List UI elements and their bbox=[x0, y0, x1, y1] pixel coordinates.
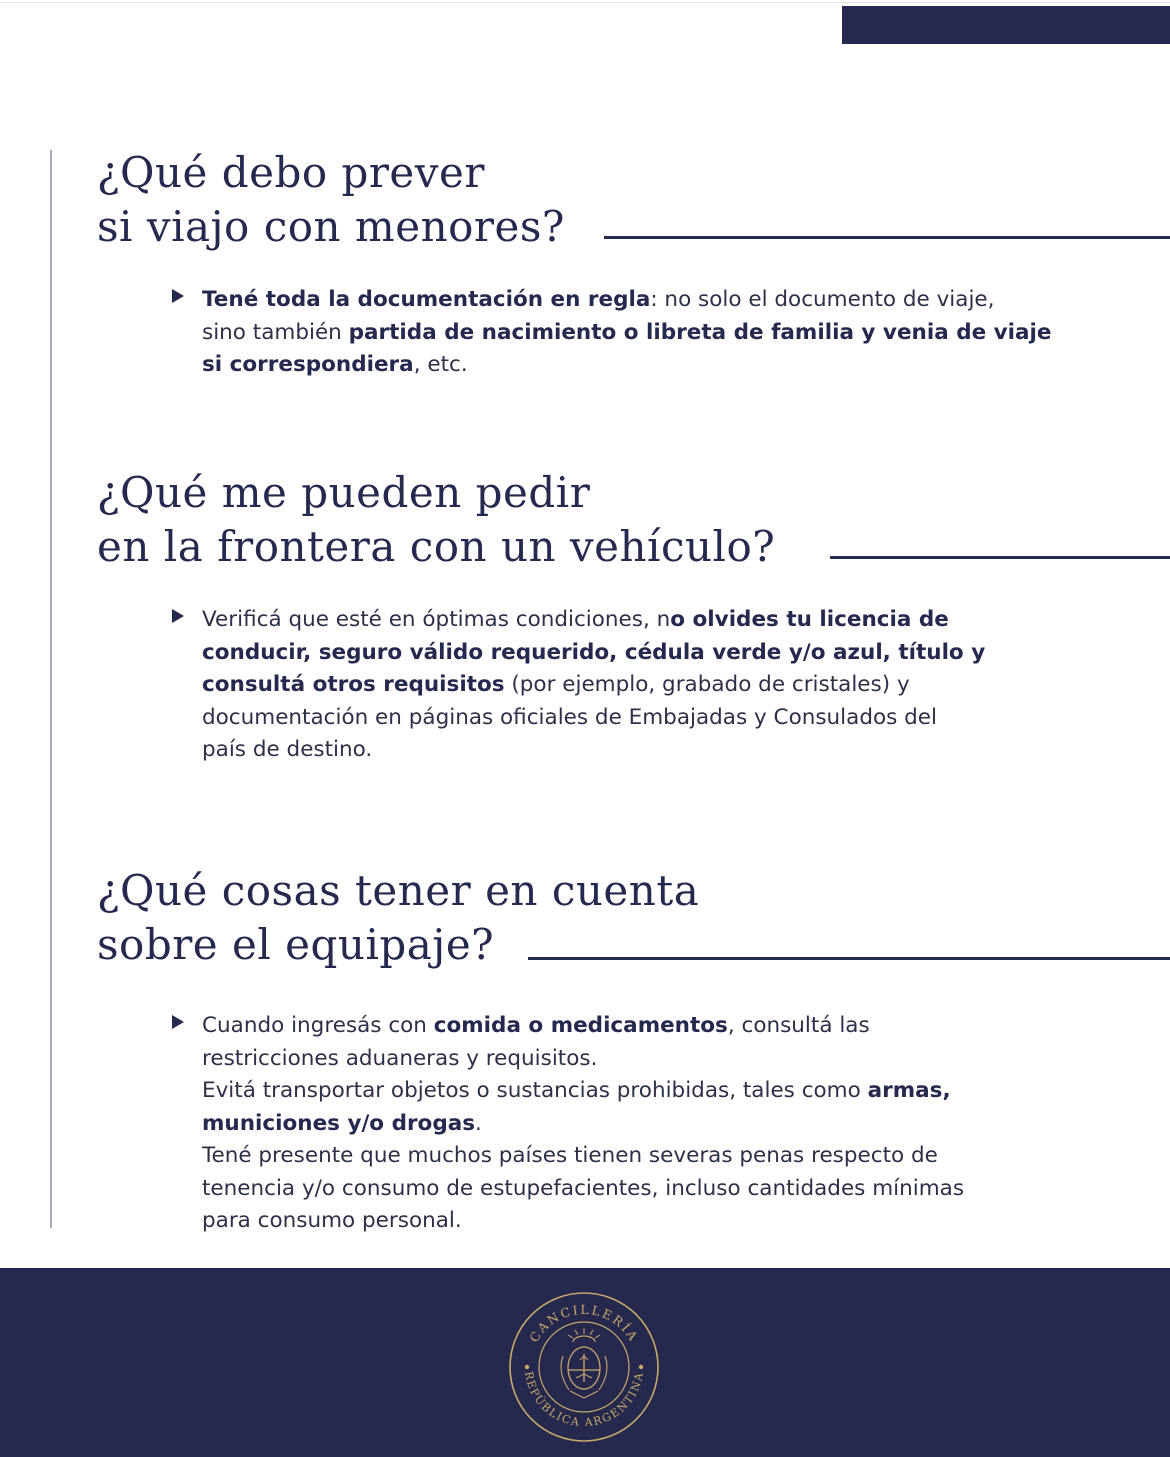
section-body bbox=[172, 1010, 1092, 1238]
text-run: (por ejemplo, grabado de cristales) y bbox=[504, 672, 910, 697]
bold-text-run: consultá otros requisitos bbox=[202, 672, 505, 697]
heading-underline bbox=[830, 556, 1170, 559]
section-heading bbox=[97, 146, 565, 254]
section-paragraph bbox=[202, 604, 1092, 767]
text-run: Evitá transportar objetos o sustancias prohibidas, tales como bbox=[202, 1078, 868, 1103]
bold-text-run: si correspondiera bbox=[202, 352, 414, 377]
text-run: : no solo el documento de viaje, bbox=[650, 287, 995, 312]
top-accent-bar bbox=[842, 6, 1170, 44]
cancilleria-seal-icon bbox=[507, 1290, 661, 1444]
heading-line-2: sobre el equipaje? bbox=[97, 920, 495, 969]
text-run: para consumo personal. bbox=[202, 1208, 462, 1233]
section-heading bbox=[97, 864, 699, 972]
seal-top-text: CANCILLERÍA bbox=[526, 1301, 642, 1345]
text-run: Cuando ingresás con bbox=[202, 1013, 434, 1038]
section-body bbox=[172, 284, 1092, 382]
bullet-triangle-icon bbox=[172, 1015, 184, 1029]
seal-bottom-text: REPÚBLICA ARGENTINA bbox=[522, 1370, 646, 1430]
bold-text-run: comida o medicamentos bbox=[433, 1013, 728, 1038]
heading-line-2: en la frontera con un vehículo? bbox=[97, 522, 776, 571]
bullet-triangle-icon bbox=[172, 609, 184, 623]
text-run: país de destino. bbox=[202, 737, 373, 762]
top-divider bbox=[0, 2, 1170, 3]
section-paragraph bbox=[202, 1010, 1092, 1238]
bold-text-run: partida de nacimiento o libreta de familia y venia de viaje bbox=[348, 319, 1052, 345]
heading-line-1: ¿Qué me pueden pedir bbox=[97, 468, 591, 517]
bold-text-run: Tené toda la documentación en regla bbox=[202, 287, 651, 312]
heading-underline bbox=[604, 236, 1170, 239]
bold-text-run: conducir, seguro válido requerido, cédula verde y/o azul, título y bbox=[202, 639, 986, 665]
bullet-triangle-icon bbox=[172, 289, 184, 303]
bold-text-run: o olvides tu licencia de bbox=[670, 607, 949, 632]
argentina-coat-of-arms-icon bbox=[561, 1328, 607, 1398]
bold-text-run: municiones y/o drogas bbox=[202, 1110, 476, 1136]
text-run: tenencia y/o consumo de estupefacientes, incluso cantidades mínimas bbox=[202, 1175, 965, 1201]
text-run: Verificá que esté en óptimas condiciones, n bbox=[202, 607, 671, 632]
text-run: , etc. bbox=[413, 352, 468, 377]
text-run: documentación en páginas oficiales de Embajadas y Consulados del bbox=[202, 704, 938, 730]
section-paragraph bbox=[202, 284, 1092, 382]
heading-line-1: ¿Qué debo prever bbox=[97, 148, 485, 197]
bold-text-run: armas, bbox=[867, 1078, 951, 1103]
text-run: , consultá las bbox=[727, 1013, 870, 1038]
text-run: . bbox=[475, 1110, 482, 1136]
section-heading bbox=[97, 466, 775, 574]
heading-underline bbox=[528, 957, 1170, 960]
left-vertical-rule bbox=[50, 150, 52, 1228]
text-run: sino también bbox=[202, 319, 349, 345]
svg-text:CANCILLERÍA bbox=[526, 1302, 642, 1345]
text-run: restricciones aduaneras y requisitos. bbox=[202, 1045, 598, 1071]
heading-line-2: si viajo con menores? bbox=[97, 202, 565, 251]
heading-line-1: ¿Qué cosas tener en cuenta bbox=[97, 866, 700, 915]
text-run: Tené presente que muchos países tienen severas penas respecto de bbox=[202, 1143, 938, 1168]
section-body bbox=[172, 604, 1092, 767]
